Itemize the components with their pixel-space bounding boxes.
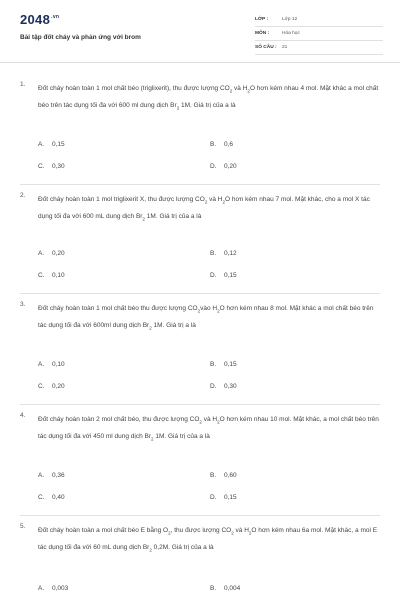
site-logo[interactable]: $2048^{.vn}$ bbox=[20, 12, 60, 27]
question-text: Đốt cháy hoàn toàn 1 mol triglixerit X, thu được lượng $CO_2$ và $H_2O$ hơn kém nhau 7 mol. Mặt khác, cho a mol X tác dụng tối đa với 600 mL dung dịch $Br_2$ 1M. Giá trị của a là bbox=[38, 196, 370, 222]
question-1: 1. Đốt cháy hoàn toàn 1 mol chất béo (triglixerit), thu được lượng $CO_2$ và $H_2O$ hơn kém nhau 4 mol. Mặt khác a mol chất béo trên tác dụng tối đa với 600 ml dung dịch $Br_2$ 1M. Giá trị của a là A. 0,15 B. 0,6 C. 0,30 D. 0,20 bbox=[20, 81, 379, 170]
divider bbox=[20, 184, 380, 185]
option-c[interactable]: C. 0,30 bbox=[38, 163, 65, 170]
question-4: 4. Đốt cháy hoàn toàn 2 mol chất béo, thu được lượng $CO_2$ và $H_2O$ hơn kém nhau 10 mol. Mặt khác, a mol chất béo trên tác dụng tối đa với 450 ml dung dịch $Br_2$ 1M. Giá trị của a là A. 0,36 B. 0,60 C. 0,40 D. 0,15 bbox=[20, 412, 379, 501]
option-a[interactable]: A. 0,10 bbox=[38, 361, 65, 368]
option-a[interactable]: A. 0,003 bbox=[38, 585, 69, 592]
worksheet-header bbox=[0, 0, 400, 63]
question-text: Đốt cháy hoàn toàn a mol chất béo E bằng $O_2$, thu được lượng $CO_2$ và $H_2O$ hơn kém nhau 6a mol. Mặt khác, a mol E tác dụng tối đa với 60 mL dung dịch $Br_2$ 0,2M. Giá trị của a là bbox=[38, 527, 378, 553]
option-c[interactable]: C. 0,40 bbox=[38, 494, 65, 501]
option-d[interactable]: D. 0,30 bbox=[210, 383, 237, 390]
option-b[interactable]: B. 0,004 bbox=[210, 585, 241, 592]
meta-question-count: SỐ CÂU : 21 bbox=[255, 42, 383, 55]
option-a[interactable]: A. 0,36 bbox=[38, 472, 65, 479]
question-text: Đốt cháy hoàn toàn 1 mol chất béo thu được lượng $CO_2vào$ $H_2O$ hơn kém nhau 8 mol. Mặt khác a mol chất béo trên tác dụng tối đa với 600ml dung dịch $Br_2$ 1M. Giá trị a là bbox=[38, 305, 374, 331]
option-b[interactable]: B. 0,15 bbox=[210, 361, 237, 368]
option-b[interactable]: B. 0,60 bbox=[210, 472, 237, 479]
divider bbox=[20, 293, 380, 294]
meta-subject: MÔN : Hóa học bbox=[255, 28, 383, 41]
divider bbox=[20, 515, 380, 516]
question-list bbox=[0, 63, 400, 600]
divider bbox=[20, 404, 380, 405]
question-2: 2. Đốt cháy hoàn toàn 1 mol triglixerit X, thu được lượng $CO_2$ và $H_2O$ hơn kém nhau 7 mol. Mặt khác, cho a mol X tác dụng tối đa với 600 mL dung dịch $Br_2$ 1M. Giá trị của a là A. 0,20 B. 0,12 C. 0,10 D. 0,15 bbox=[20, 192, 380, 292]
option-b[interactable]: B. 0,6 bbox=[210, 141, 234, 148]
option-c[interactable]: C. 0,10 bbox=[38, 272, 65, 279]
question-text: Đốt cháy hoàn toàn 1 mol chất béo (triglixerit), thu được lượng $CO_2$ và $H_2O$ hơn kém nhau 4 mol. Mặt khác a mol chất béo trên tác dụng tối đa với 600 ml dung dịch $Br_2$ 1M. Giá trị của a là bbox=[38, 85, 379, 111]
option-a[interactable]: A. 0,20 bbox=[38, 250, 65, 257]
option-a[interactable]: A. 0,15 bbox=[38, 141, 65, 148]
option-d[interactable]: D. 0,20 bbox=[210, 163, 237, 170]
meta-class: LỚP : Lớp 12 bbox=[255, 14, 383, 27]
question-text: Đốt cháy hoàn toàn 2 mol chất béo, thu được lượng $CO_2$ và $H_2O$ hơn kém nhau 10 mol. Mặt khác, a mol chất béo trên tác dụng tối đa với 450 ml dung dịch $Br_2$ 1M. Giá trị của a là bbox=[38, 416, 379, 442]
option-c[interactable]: C. 0,20 bbox=[38, 383, 65, 390]
option-d[interactable]: D. 0,15 bbox=[210, 272, 237, 279]
option-b[interactable]: B. 0,12 bbox=[210, 250, 237, 257]
question-3: 3. Đốt cháy hoàn toàn 1 mol chất béo thu được lượng $CO_2vào$ $H_2O$ hơn kém nhau 8 mol. Mặt khác a mol chất béo trên tác dụng tối đa với 600ml dung dịch $Br_2$ 1M. Giá trị a là A. 0,10 B. 0,15 C. 0,20 D. 0,30 bbox=[20, 301, 380, 401]
question-5: 5. Đốt cháy hoàn toàn a mol chất béo E bằng $O_2$, thu được lượng $CO_2$ và $H_2O$ hơn kém nhau 6a mol. Mặt khác, a mol E tác dụng tối đa với 60 mL dung dịch $Br_2$ 0,2M. Giá trị của a là A. 0,003 B. 0,004 bbox=[20, 523, 380, 600]
option-d[interactable]: D. 0,15 bbox=[210, 494, 237, 501]
worksheet-title: Bài tập đốt cháy và phản ứng với brom bbox=[20, 34, 141, 41]
